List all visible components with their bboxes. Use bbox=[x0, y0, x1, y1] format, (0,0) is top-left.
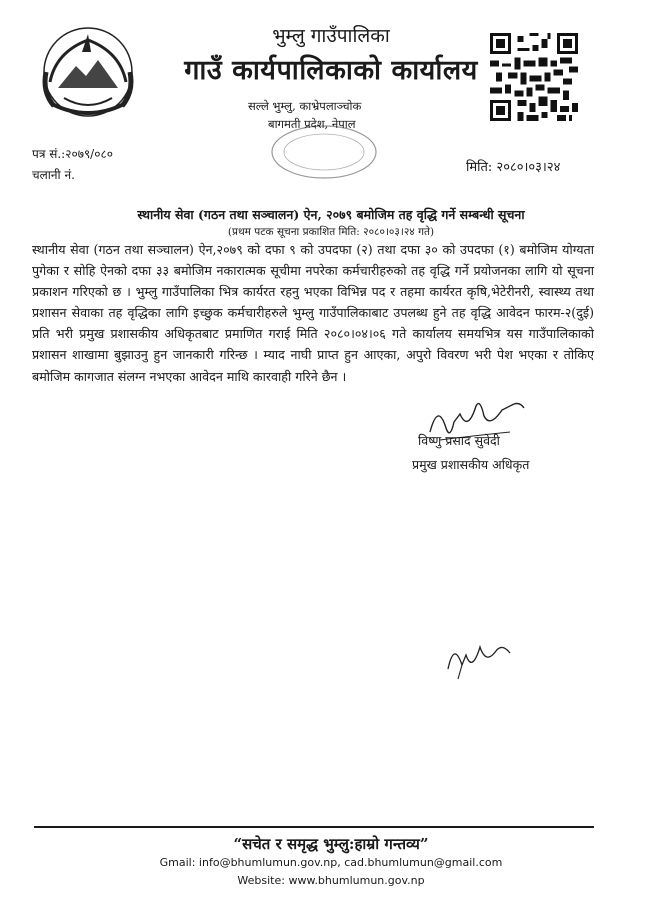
notice-body: स्थानीय सेवा (गठन तथा सञ्चालन) ऐन,२०७९ को दफा ९ को उपदफा (२) तथा दफा ३० को उपदफा (१) बमोजिम योग्यता पुगेका र सोहि ऐनको दफा ३३ बमोजिम नकारात्मक सूचीमा नपरेका कर्मचारीहरुको तह वृद्धि गर्ने प्रयोजनका लागि यो सूचना प्रकाशन गरिएको छ । भुम्लु गाउँपालिका भित्र कार्यरत रहनु भएका विभिन्न पद र तहमा कार्यरत कृषि,भेटेरीनरी, स्वास्थ्य तथा प्रशासन सेवाका तह वृद्धिका लागि इच्छुक कर्मचारीहरुले भुम्लु गाउँपालिकाबाट उपलब्ध हुने तह वृद्धि आवेदन फारम-२(दुई) प्रति भरी प्रमुख प्रशासकीय अधिकृतबाट प्रमाणित गराई मिति २०८०।०४।०६ गते कार्यालय समयभित्र यस गाउँपालिकाको प्रशासन शाखामा बुझाउनु हुन जानकारी गरिन्छ । म्याद नाघी प्राप्त हुन आएका, अपुरो विवरण भरी पेश भएका र तोकिए बमोजिम कागजात संलग्न नभएका आवेदन माथि कारवाही गरिने छैन । bbox=[32, 242, 594, 384]
letter-date: मिति: २०८०।०३।२४ bbox=[466, 160, 561, 175]
office-title: गाउँ कार्यपालिकाको कार्यालय bbox=[184, 55, 478, 86]
footer-email: Gmail: info@bhumlumun.gov.np, cad.bhumlumun@gmail.com bbox=[159, 856, 503, 869]
footer-website: Website: www.bhumlumun.gov.np bbox=[237, 874, 425, 887]
dispatch-number: चलानी नं. bbox=[32, 168, 75, 182]
address-line-2: बागमती प्रदेश, नेपाल bbox=[268, 117, 356, 131]
notice-subnote: (प्रथम पटक सूचना प्रकाशित मिति: २०८०।०३।२४ गते) bbox=[227, 226, 435, 238]
address-line-1: सल्ले भुम्लु, काभ्रेपलाञ्चोक bbox=[248, 99, 362, 113]
initials-icon bbox=[440, 635, 520, 681]
notice-subject: स्थानीय सेवा (गठन तथा सञ्चालन) ऐन, २०७९ बमोजिम तह वृद्धि गर्ने सम्बन्धी सूचना bbox=[137, 207, 525, 222]
signatory-title: प्रमुख प्रशासकीय अधिकृत bbox=[412, 457, 530, 472]
office-name: भुम्लु गाउँपालिका bbox=[272, 25, 390, 47]
reference-number: पत्र सं.:२०७९/०८० bbox=[32, 147, 113, 161]
signatory-name: विष्णु प्रसाद सुवेदी bbox=[418, 433, 500, 448]
footer-motto: “सचेत र समृद्ध भुम्लु:हाम्रो गन्तव्य” bbox=[233, 835, 429, 853]
footer-divider bbox=[34, 826, 594, 828]
